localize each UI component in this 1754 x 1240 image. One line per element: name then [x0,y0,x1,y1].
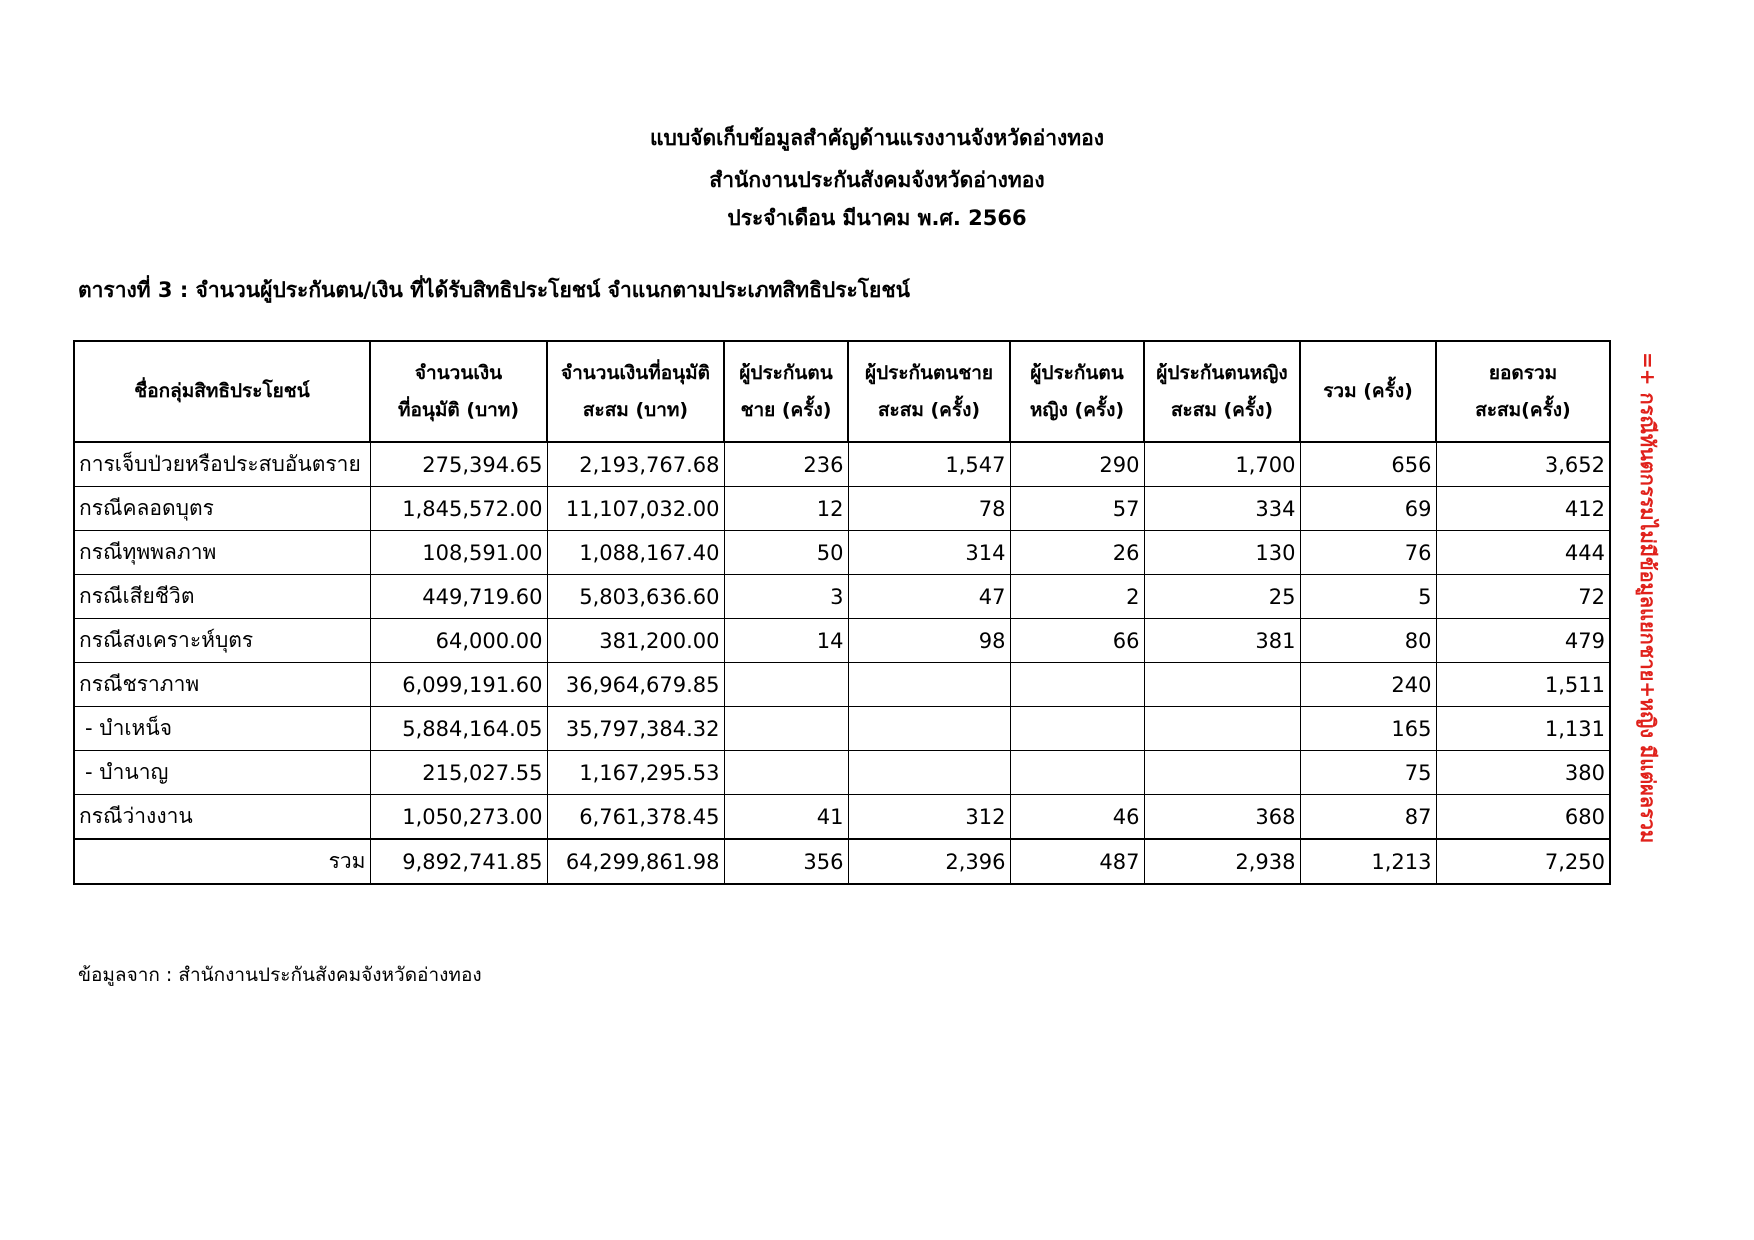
table-cell: 36,964,679.85 [547,663,724,707]
table-cell: 66 [1010,619,1144,663]
benefits-table [73,340,1611,885]
column-header: ผู้ประกันตนหญิง สะสม (ครั้ง) [1144,341,1300,442]
table-cell [848,751,1010,795]
column-header: รวม (ครั้ง) [1300,341,1436,442]
table-cell [1144,707,1300,751]
table-cell: 57 [1010,487,1144,531]
table-cell: 12 [724,487,848,531]
header-row [74,341,1610,442]
table-cell: 165 [1300,707,1436,751]
table-cell: 412 [1436,487,1610,531]
table-cell [848,663,1010,707]
table-cell: 80 [1300,619,1436,663]
table-cell: 1,700 [1144,442,1300,487]
table-cell: 50 [724,531,848,575]
column-header: ผู้ประกันตนชาย สะสม (ครั้ง) [848,341,1010,442]
table-cell: 41 [724,795,848,840]
table-row [74,531,1610,575]
table-cell [1010,751,1144,795]
table-row [74,487,1610,531]
table-cell: 130 [1144,531,1300,575]
row-label: - บำนาญ [74,751,370,795]
table-cell: 1,845,572.00 [370,487,547,531]
table-cell: 314 [848,531,1010,575]
table-cell: 381 [1144,619,1300,663]
table-row [74,442,1610,487]
table-cell: 98 [848,619,1010,663]
table-cell: 6,761,378.45 [547,795,724,840]
report-title: แบบจัดเก็บข้อมูลสำคัญด้านแรงงานจังหวัดอ่างทอง [649,126,1105,150]
row-label: กรณีเสียชีวิต [74,575,370,619]
table-cell: 47 [848,575,1010,619]
table-cell: 76 [1300,531,1436,575]
table-cell: 46 [1010,795,1144,840]
table-cell: 2 [1010,575,1144,619]
row-label: กรณีคลอดบุตร [74,487,370,531]
table-cell: 1,050,273.00 [370,795,547,840]
table-cell: 5,884,164.05 [370,707,547,751]
table-cell: 1,131 [1436,707,1610,751]
report-period: ประจำเดือน มีนาคม พ.ศ. 2566 [727,206,1027,230]
table-title: ตารางที่ 3 : จำนวนผู้ประกันตน/เงิน ที่ได้รับสิทธิประโยชน์ จำแนกตามประเภทสิทธิประโยชน์ [78,278,910,302]
table-cell: 72 [1436,575,1610,619]
table-cell: 240 [1300,663,1436,707]
data-source: ข้อมูลจาก : สำนักงานประกันสังคมจังหวัดอ่างทอง [78,964,482,986]
table-cell: 3 [724,575,848,619]
table-cell: 275,394.65 [370,442,547,487]
table-cell: 9,892,741.85 [370,839,547,884]
row-label: กรณีว่างงาน [74,795,370,840]
table-cell: 64,299,861.98 [547,839,724,884]
table-cell: 2,193,767.68 [547,442,724,487]
table-cell: 312 [848,795,1010,840]
row-label: รวม [74,839,370,884]
row-label: กรณีชราภาพ [74,663,370,707]
table-cell: 656 [1300,442,1436,487]
table-row [74,751,1610,795]
table-cell: 35,797,384.32 [547,707,724,751]
table-cell: 1,547 [848,442,1010,487]
table-cell: 5,803,636.60 [547,575,724,619]
column-header: ผู้ประกันตน หญิง (ครั้ง) [1010,341,1144,442]
table-cell: 368 [1144,795,1300,840]
table-cell: 64,000.00 [370,619,547,663]
table-cell [724,707,848,751]
table-row [74,795,1610,840]
table-cell: 680 [1436,795,1610,840]
column-header: ผู้ประกันตน ชาย (ครั้ง) [724,341,848,442]
table-cell: 25 [1144,575,1300,619]
table-cell: 215,027.55 [370,751,547,795]
table-cell: 290 [1010,442,1144,487]
table-cell: 356 [724,839,848,884]
table-cell: 236 [724,442,848,487]
table-cell: 69 [1300,487,1436,531]
table-cell: 5 [1300,575,1436,619]
table-cell: 380 [1436,751,1610,795]
table-cell: 14 [724,619,848,663]
table-cell [1144,663,1300,707]
table-cell: 7,250 [1436,839,1610,884]
table-cell: 11,107,032.00 [547,487,724,531]
table-cell: 479 [1436,619,1610,663]
table-cell [1144,751,1300,795]
table-cell: 2,396 [848,839,1010,884]
side-note: =+ กรณีทันตกรรมไม่มีข้อมูลแยกชาย+หญิง มีแต่ผลรวม [1636,352,1660,844]
column-header: ชื่อกลุ่มสิทธิประโยชน์ [74,341,370,442]
column-header: ยอดรวม สะสม(ครั้ง) [1436,341,1610,442]
row-label: กรณีทุพพลภาพ [74,531,370,575]
table-cell: 75 [1300,751,1436,795]
table-cell [848,707,1010,751]
column-header: จำนวนเงิน ที่อนุมัติ (บาท) [370,341,547,442]
column-header: จำนวนเงินที่อนุมัติ สะสม (บาท) [547,341,724,442]
table-cell: 3,652 [1436,442,1610,487]
table-cell: 487 [1010,839,1144,884]
table-cell: 78 [848,487,1010,531]
table-cell: 334 [1144,487,1300,531]
table-cell [1010,707,1144,751]
row-label: - บำเหน็จ [74,707,370,751]
table-cell [724,751,848,795]
table-row [74,707,1610,751]
table-cell [724,663,848,707]
table-cell: 87 [1300,795,1436,840]
table-cell: 1,511 [1436,663,1610,707]
table-cell: 381,200.00 [547,619,724,663]
table-cell: 108,591.00 [370,531,547,575]
table-cell: 1,213 [1300,839,1436,884]
table-cell [1010,663,1144,707]
table-row [74,619,1610,663]
row-label: การเจ็บป่วยหรือประสบอันตราย [74,442,370,487]
table-cell: 1,088,167.40 [547,531,724,575]
table-cell: 26 [1010,531,1144,575]
table-cell: 444 [1436,531,1610,575]
table-row [74,575,1610,619]
agency-name: สำนักงานประกันสังคมจังหวัดอ่างทอง [709,168,1045,192]
table-cell: 449,719.60 [370,575,547,619]
table-cell: 1,167,295.53 [547,751,724,795]
row-label: กรณีสงเคราะห์บุตร [74,619,370,663]
table-row [74,663,1610,707]
table-cell: 6,099,191.60 [370,663,547,707]
table-cell: 2,938 [1144,839,1300,884]
total-row [74,839,1610,884]
